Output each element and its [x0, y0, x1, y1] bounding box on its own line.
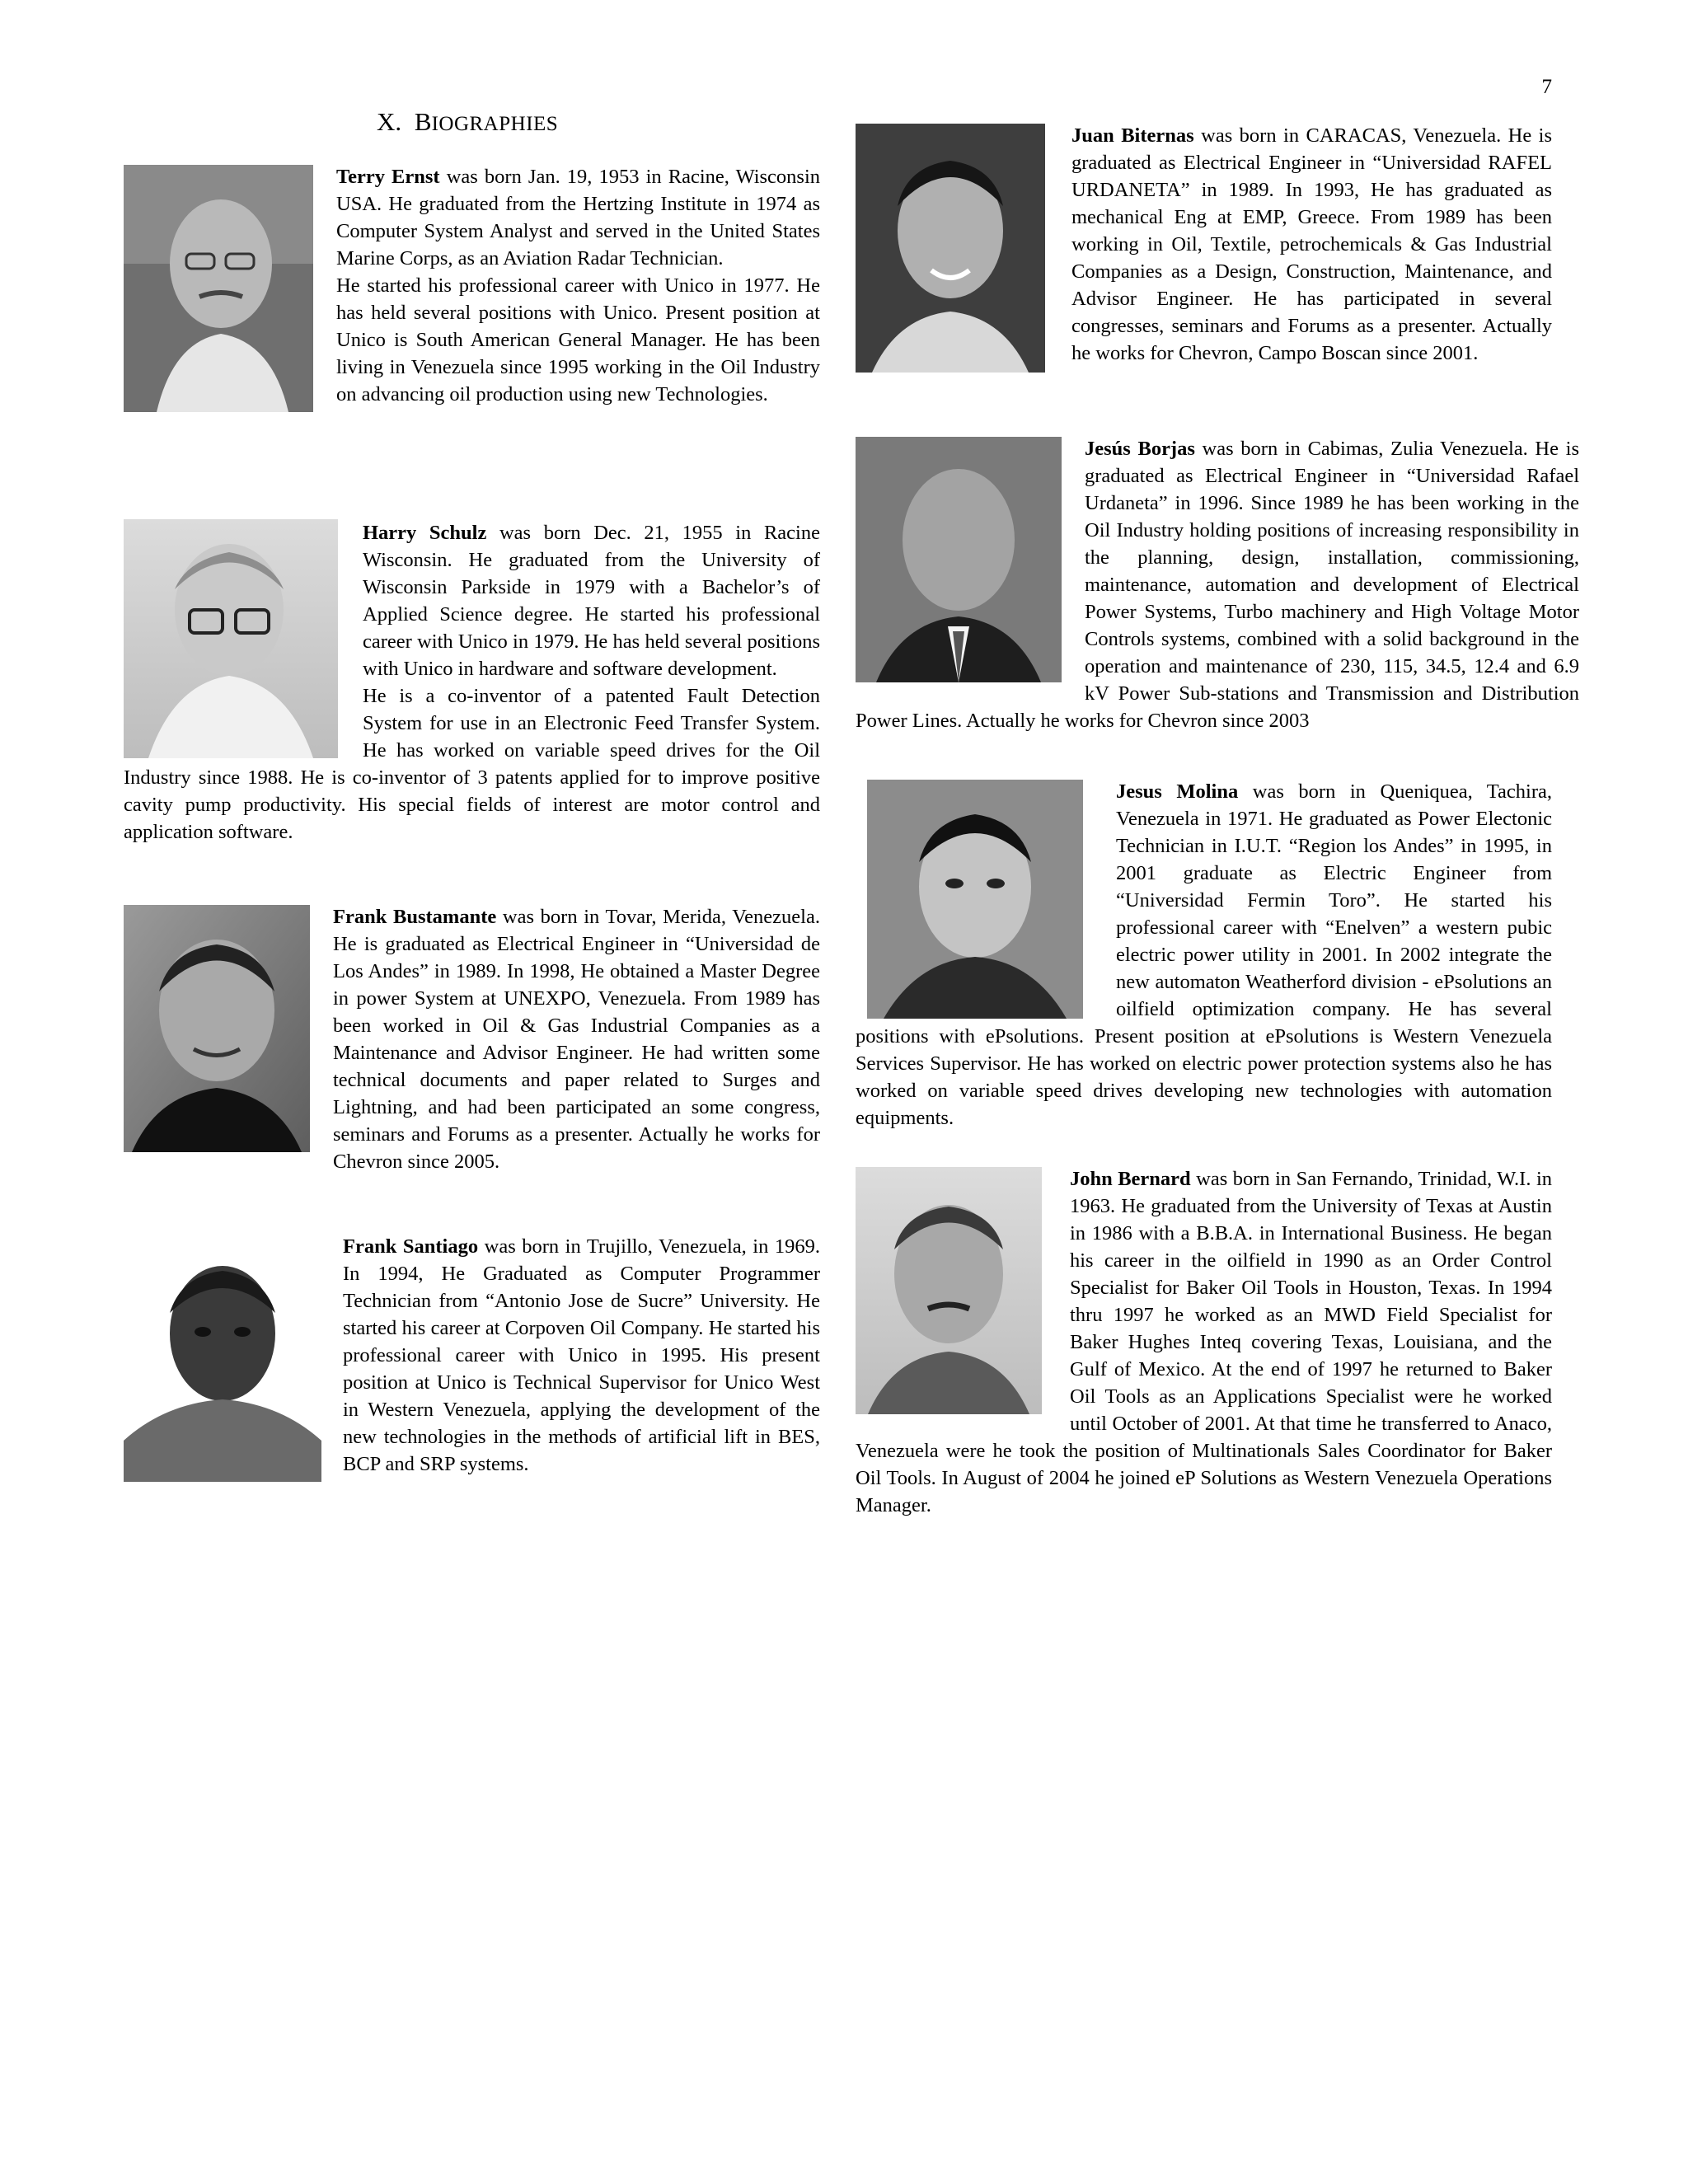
bio-jesus-borjas [856, 435, 1579, 734]
portrait-photo [856, 437, 1062, 682]
page-number: 7 [1541, 76, 1552, 98]
bio-text: He started his professional career with Unico in 1977. He has held several positions with Unico. Present position at Unico is South American General Manager. He has been living in Venezuela since 1995 working in the Oil Industry on advancing oil production using new Technologies. [336, 274, 820, 405]
bio-terry-ernst [124, 163, 820, 412]
bio-text: was born in Trujillo, Venezuela, in 1969. In 1994, He Graduated as Computer Programmer Technician from “Antonio Jose de Sucre” University. He started his career at Corpoven Oil Company. He started his professional career with Unico in 1995. His present position at Unico is Technical Supervisor for Unico West in Western Venezuela, applying the development of the new technologies in the methods of artificial lift in BES, BCP and SRP systems. [343, 1235, 821, 1475]
bio-john-bernard [856, 1165, 1552, 1519]
section-numeral: X. [377, 107, 402, 136]
bio-name: Frank Santiago [343, 1235, 479, 1258]
bio-harry-schulz [124, 518, 820, 846]
bio-text: He is a co-inventor of a patented Fault Detection System for use in an Electronic Feed Transfer System. He has worked on variable speed drives for the Oil Industry since 1988. He is co-inventor of 3 patents applied for to improve positive cavity pump productivity. His special fields of interest are motor control and application software. [124, 685, 820, 843]
section-heading [377, 107, 558, 137]
bio-text: was born in Tovar, Merida, Venezuela. He is graduated as Electrical Engineer in “Universidad de Los Andes” in 1989. In 1998, He obtained a Master Degree in power System at UNEXPO, Venezuela. From 1989 has been worked in Oil & Gas Industrial Companies as a Maintenance and Advisor Engineer. He had written some technical documents and paper related to Surges and Lightning, and had been participated an some congress, seminars and Forums as a presenter. Actually he works for Chevron since 2005. [333, 906, 820, 1173]
bio-text: was born in San Fernando, Trinidad, W.I. in 1963. He graduated from the University of Texas at Austin in 1986 with a B.B.A. in International Business. He began his career in the oilfield in 1990 as an Order Control Specialist for Baker Oil Tools in Houston, Texas. In 1994 thru 1997 he worked as an MWD Field Specialist for Baker Hughes Inteq covering Texas, Louisiana, and the Gulf of Mexico. At the end of 1997 he returned to Baker Oil Tools as an Applications Specialist were he worked until October of 2001. At that time he transferred to Anaco, Venezuela were he took the position of Multinationals Sales Coordinator for Baker Oil Tools. In August of 2004 he joined eP Solutions as Western Venezuela Operations Manager. [856, 1168, 1552, 1516]
section-title-initial: B [414, 107, 432, 136]
portrait-photo [867, 780, 1083, 1019]
bio-name: Terry Ernst [336, 166, 440, 188]
portrait-photo [124, 165, 313, 412]
bio-frank-santiago [124, 1233, 820, 1482]
bio-name: Juan Biternas [1071, 124, 1194, 147]
section-title-rest: IOGRAPHIES [431, 113, 559, 135]
portrait-photo [124, 519, 338, 758]
bio-frank-bustamante [124, 903, 820, 1175]
bio-juan-biternas [856, 122, 1552, 373]
bio-name: Jesús Borjas [1085, 438, 1195, 460]
bio-jesus-molina [856, 778, 1552, 1132]
bio-text: was born Dec. 21, 1955 in Racine Wisconsin. He graduated from the University of Wisconsin Parkside in 1979 with a Bachelor’s of Applied Science degree. He started his professional career with Unico in 1979. He has held several positions with Unico in hardware and software development. [363, 522, 820, 680]
bio-text: was born Jan. 19, 1953 in Racine, Wisconsin USA. He graduated from the Hertzing Institute in 1974 as Computer System Analyst and served in the United States Marine Corps, as an Aviation Radar Technician. [336, 166, 821, 269]
bio-name: John Bernard [1070, 1168, 1191, 1190]
bio-name: Frank Bustamante [333, 906, 497, 928]
bio-text: was born in Cabimas, Zulia Venezuela. He is graduated as Electrical Engineer in “Universidad Rafael Urdaneta” in 1996. Since 1989 he has been working in the Oil Industry holding positions of increasing responsibility in the planning, design, installation, commissioning, maintenance, automation and development of Electrical Power Systems, Turbo machinery and High Voltage Motor Controls systems, combined with a solid background in the operation and maintenance of 230, 115, 34.5, 12.4 and 6.9 kV Power Sub-stations and Transmission and Distribution Power Lines. Actually he works for Chevron since 2003 [856, 438, 1579, 732]
portrait-photo [124, 905, 310, 1152]
portrait-photo [856, 1167, 1042, 1414]
bio-name: Harry Schulz [363, 522, 487, 544]
bio-text: was born in Queniquea, Tachira, Venezuela in 1971. He graduated as Power Electonic Technician in I.U.T. “Region los Andes” in 1995, in 2001 graduate as Electric Engineer from “Universidad Fermin Toro”. He started his professional career with “Enelven” a western pubic electric power utility in 2001. In 2002 integrate the new automaton Weatherford division - ePsolutions an oilfield optimization company. He has several positions with ePsolutions. Present position at ePsolutions is Western Venezuela Services Supervisor. He has worked on electric power protection systems also he has worked on variable speed drives developing new technologies with automation equipments. [856, 780, 1553, 1129]
portrait-photo [856, 124, 1045, 373]
bio-text: was born in CARACAS, Venezuela. He is graduated as Electrical Engineer in “Universidad RAFEL URDANETA” in 1989. In 1993, He has graduated as mechanical Eng at EMP, Greece. From 1989 has been working in Oil, Textile, petrochemicals & Gas Industrial Companies as a Design, Construction, Maintenance, and Advisor Engineer. He has participated in several congresses, seminars and Forums as a presenter. Actually he works for Chevron, Campo Boscan since 2001. [1071, 124, 1553, 364]
bio-name: Jesus Molina [1116, 780, 1239, 803]
portrait-photo [124, 1235, 321, 1482]
